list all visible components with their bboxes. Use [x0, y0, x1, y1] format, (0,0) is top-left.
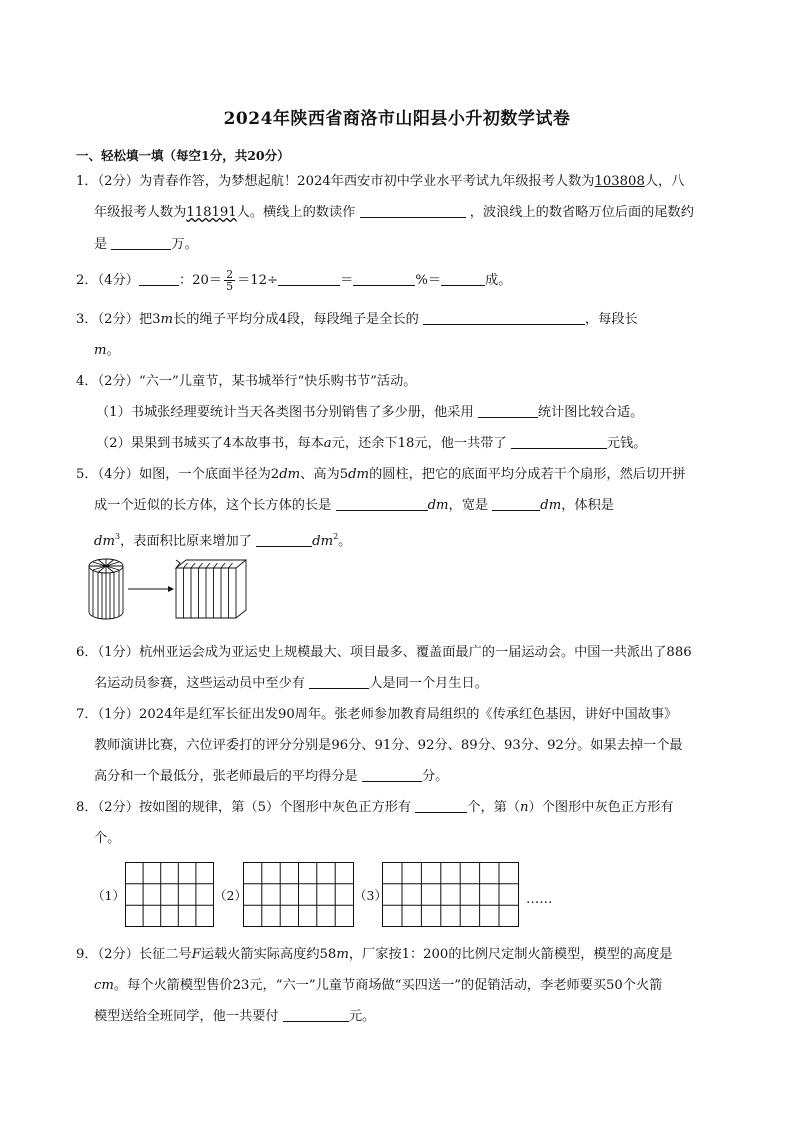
q8-line-2 — [94, 829, 120, 849]
question-score: （4分） — [97, 273, 139, 288]
q8-text: 按如图的规律，第（5）个图形中灰色正方形有 — [138, 800, 412, 815]
unit-m: m — [336, 947, 349, 962]
answer-blank[interactable] — [360, 203, 466, 218]
question-number: 1． — [76, 174, 98, 189]
q9-line-2 — [94, 976, 662, 996]
pattern-grid-1 — [125, 862, 215, 928]
q1-line-3 — [94, 235, 198, 255]
q4-text: 统计图比较合适。 — [537, 405, 644, 420]
q4-subquestion-2 — [96, 434, 646, 454]
q1-text: 是 — [94, 237, 108, 252]
superscript-2: 2 — [333, 532, 339, 541]
ellipsis: …… — [526, 892, 553, 907]
question-number: 8． — [76, 800, 98, 815]
q7-text: 2024年是红军长征出发90周年。张老师参加教育局组织的《传承红色基因，讲好中国故事》 — [138, 707, 678, 722]
underlined-number: 103808 — [594, 174, 645, 189]
q5-text: 如图，一个底面半径为2 — [138, 467, 280, 482]
q5-text: ，宽是 — [448, 498, 489, 513]
q9-line-1 — [76, 945, 673, 965]
figure-label-1: （1） — [92, 888, 125, 903]
pattern-grid-2 — [243, 862, 355, 928]
q3-text: 长的绳子平均分成4段，每段绳子是全长的 — [173, 312, 419, 327]
answer-blank[interactable] — [353, 271, 415, 286]
q5-line-3 — [94, 527, 351, 552]
q1-text: ，波浪线上的数省略万位后面的尾数约 — [469, 205, 694, 220]
q2-text: 成。 — [485, 273, 512, 288]
q3-line-2 — [94, 341, 120, 361]
q1-text: 年级报考人数为 — [94, 205, 187, 220]
q6-text: 杭州亚运会成为亚运史上规模最大、项目最多、覆盖面最广的一届运动会。中国一共派出了886 — [138, 645, 692, 660]
q8-line-1 — [76, 798, 674, 818]
wavy-underlined-number: 118191 — [186, 205, 237, 220]
unit-dm: dm — [94, 534, 115, 549]
q3-line-1 — [76, 310, 638, 330]
fraction-numerator: 2 — [226, 268, 234, 281]
question-score: （2分） — [97, 374, 139, 389]
q8-text: 个，第（ — [467, 800, 521, 815]
q6-text: 名运动员参赛，这些运动员中至少有 — [94, 676, 305, 691]
q4-text: 元，还余下18元，他一共带了 — [331, 436, 507, 451]
question-score: （2分） — [97, 947, 139, 962]
fraction — [224, 269, 235, 292]
q9-text: 长征二号 — [138, 947, 192, 962]
answer-blank[interactable] — [139, 271, 179, 286]
q6-line-2 — [94, 674, 488, 694]
q5-text: 成一个近似的长方体，这个长方体的长是 — [94, 498, 332, 513]
q2-text: ＝12÷ — [237, 273, 279, 288]
cylinder-to-cuboid-figure — [88, 556, 258, 622]
answer-blank[interactable] — [441, 271, 485, 286]
answer-blank[interactable] — [511, 434, 607, 449]
question-number: 9． — [76, 947, 98, 962]
q1-text: 万。 — [171, 237, 198, 252]
q8-text: 个。 — [94, 831, 121, 846]
unit-m: m — [94, 343, 107, 358]
unit-dm: dm — [312, 534, 334, 549]
variable-F: F — [191, 947, 201, 962]
q1-text: 人，八 — [644, 174, 685, 189]
q4-text: 元钱。 — [606, 436, 647, 451]
answer-blank[interactable] — [423, 310, 585, 325]
answer-blank[interactable] — [283, 1007, 349, 1022]
q9-text: 元。 — [348, 1009, 376, 1024]
q2-line-1 — [76, 269, 511, 292]
variable-a: a — [323, 436, 332, 451]
q4-text: （2）果果到书城买了4本故事书，每本 — [96, 436, 324, 451]
unit-dm: dm — [348, 467, 370, 482]
question-score: （4分） — [97, 467, 139, 482]
answer-blank[interactable] — [256, 532, 312, 547]
question-number: 2． — [76, 273, 98, 288]
q5-text: 、高为5 — [300, 467, 349, 482]
question-score: （2分） — [97, 174, 139, 189]
unit-m: m — [160, 312, 174, 327]
q9-text: ，厂家按1：200的比例尺定制火箭模型，模型的高度是 — [348, 947, 673, 962]
q7-text: 高分和一个最低分，张老师最后的平均得分是 — [94, 769, 358, 784]
q7-text: 教师演讲比赛，六位评委打的评分分别是96分、91分、92分、89分、93分、92分。如果去掉一个最 — [94, 738, 683, 753]
section-heading: 一、轻松填一填（每空1分，共20分） — [76, 148, 290, 163]
fraction-denominator: 5 — [226, 280, 234, 293]
question-number: 5． — [76, 467, 98, 482]
q7-line-2 — [94, 736, 683, 756]
q9-text: 模型送给全班同学，他一共要付 — [94, 1009, 279, 1024]
unit-cm: cm — [94, 978, 114, 993]
question-number: 3． — [76, 312, 98, 327]
question-score: （2分） — [97, 312, 139, 327]
answer-blank[interactable] — [309, 674, 369, 689]
answer-blank[interactable] — [278, 271, 340, 286]
unit-dm: dm — [427, 498, 449, 513]
question-number: 7． — [76, 707, 98, 722]
q3-text: 把3 — [138, 312, 161, 327]
question-score: （1分） — [97, 707, 139, 722]
q1-text: 为青春作答，为梦想起航！2024年西安市初中学业水平考试九年级报考人数为 — [138, 174, 595, 189]
q1-line-1 — [76, 172, 684, 192]
q7-line-3 — [94, 767, 448, 787]
q6-line-1 — [76, 643, 692, 663]
q5-text: 的圆柱，把它的底面平均分成若干个扇形，然后切开拼 — [369, 467, 686, 482]
question-score: （1分） — [97, 645, 139, 660]
answer-blank[interactable] — [336, 496, 428, 511]
variable-n: n — [520, 800, 529, 815]
unit-dm: dm — [540, 498, 562, 513]
q9-line-3 — [94, 1007, 375, 1027]
arrow-head — [168, 586, 174, 592]
q4-subquestion-1 — [96, 403, 643, 423]
figure-label-2: （2） — [214, 888, 247, 903]
answer-blank[interactable] — [492, 496, 540, 511]
answer-blank[interactable] — [478, 403, 538, 418]
q6-text: 人是同一个月生日。 — [369, 676, 488, 691]
answer-blank[interactable] — [111, 235, 171, 250]
pattern-grid-3 — [382, 862, 520, 928]
q4-text: “六一”儿童节，某书城举行“快乐购书节”活动。 — [138, 374, 417, 389]
q5-line-2 — [94, 496, 614, 516]
q2-text: ：20＝ — [178, 273, 223, 288]
q4-text: （1）书城张经理要统计当天各类图书分别销售了多少册，他采用 — [96, 405, 474, 420]
q5-text: 。 — [338, 534, 352, 549]
q1-line-2 — [94, 203, 694, 223]
q7-text: 分。 — [421, 769, 449, 784]
unit-dm: dm — [279, 467, 301, 482]
q3-text: ，每段长 — [585, 312, 638, 327]
q2-text: ＝ — [340, 273, 354, 288]
question-number: 6． — [76, 645, 98, 660]
q9-text: 。每个火箭模型售价23元，“六一”儿童节商场做“买四送一”的促销活动，李老师要买50个火箭 — [113, 978, 663, 993]
q8-text: ）个图形中灰色正方形有 — [528, 800, 674, 815]
cuboid — [176, 560, 246, 618]
q5-text: ，体积是 — [561, 498, 614, 513]
exam-title: 2024年陕西省商洛市山阳县小升初数学试卷 — [223, 109, 571, 129]
q1-text: 人。横线上的数读作 — [236, 205, 356, 220]
question-number: 4． — [76, 374, 98, 389]
q4-line-1 — [76, 372, 416, 392]
q9-text: 运载火箭实际高度约58 — [200, 947, 337, 962]
q3-text: 。 — [106, 343, 120, 358]
figure-label-3: （3） — [354, 888, 387, 903]
superscript-3: 3 — [114, 532, 121, 541]
answer-blank[interactable] — [362, 767, 422, 782]
answer-blank[interactable] — [415, 798, 467, 813]
q2-text: %＝ — [415, 273, 442, 288]
q5-line-1 — [76, 465, 686, 485]
q7-line-1 — [76, 705, 677, 725]
q5-text: ，表面积比原来增加了 — [120, 534, 252, 549]
question-score: （2分） — [97, 800, 139, 815]
